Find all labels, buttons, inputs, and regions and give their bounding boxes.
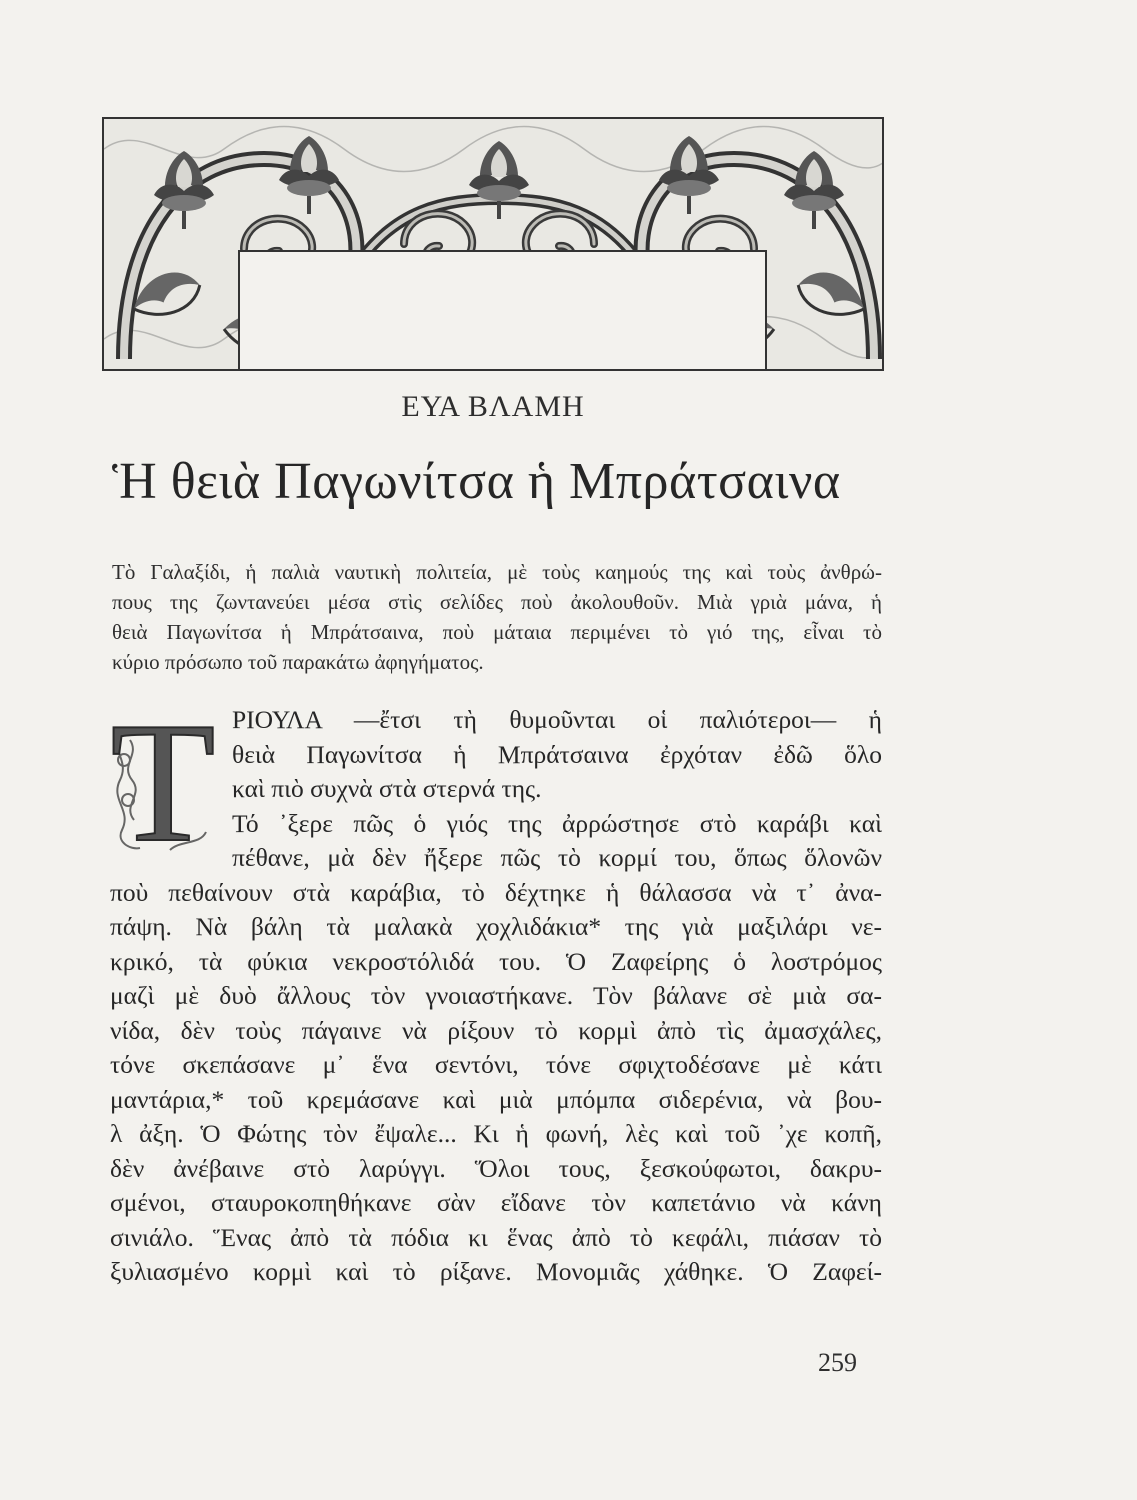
body-line: σινιάλο. Ἕνας ἀπὸ τὰ πόδια κι ἕνας ἀπὸ τὸ κεφάλι, πιάσαν τὸ — [110, 1222, 882, 1252]
body-line: λ ἀξη. Ὁ Φώτης τὸν ἔψαλε... Κι ἡ φωνή, λὲς καὶ τοῦ ᾽χε κοπῆ, — [110, 1119, 882, 1148]
body-line: νίδα, δὲν τοὺς πάγαινε νὰ ρίξουν τὸ κορμὶ ἀπὸ τὶς ἀμασχάλες, — [110, 1015, 882, 1045]
intro-line: θειὰ Παγωνίτσα ἡ Μπράτσαινα, ποὺ μάταια περιμένει τὸ γιό της, εἶναι τὸ — [112, 620, 882, 644]
body-line: πάψη. Νὰ βάλη τὰ μαλακὰ χοχλιδάκια* της γιὰ μαξιλάρι νε- — [110, 912, 882, 941]
intro-line: Τὸ Γαλαξίδι, ἡ παλιὰ ναυτικὴ πολιτεία, μὲ τοὺς καημούς της καὶ τοὺς ἀνθρώ- — [112, 560, 882, 584]
body-line: πέθανε, μὰ δὲν ἤξερε πῶς τὸ κορμί του, ὅπως ὅλονῶν — [232, 843, 882, 872]
body-line: καὶ πιὸ συχνὰ στὰ στερνά της. — [232, 774, 542, 803]
body-line: μαντάρια,* τοῦ κρεμάσανε καὶ μιὰ μπόμπα σιδερένια, νὰ βου- — [110, 1084, 882, 1114]
body-line: ποὺ πεθαίνουν στὰ καράβια, τὸ δέχτηκε ἡ θάλασσα νὰ τ᾽ ἀνα- — [110, 877, 882, 907]
article-title: Ἡ θειὰ Παγωνίτσα ἡ Μπράτσαινα — [112, 453, 841, 510]
page-number: 259 — [818, 1348, 857, 1377]
body-line: μαζὶ μὲ δυὸ ἄλλους τὸν γνοιαστήκανε. Τὸν βάλανε σὲ μιὰ σα- — [110, 981, 882, 1010]
floral-ornament-illustration — [104, 119, 884, 371]
dropcap-letter: Τ — [110, 700, 216, 858]
body-text — [110, 703, 882, 1290]
intro-line: κύριο πρόσωπο τοῦ παρακάτω ἀφηγήματος. — [112, 650, 484, 674]
intro-line: πους της ζωντανεύει μέσα στὶς σελίδες ποὺ ἀκολουθοῦν. Μιὰ γριὰ μάνα, ἡ — [112, 590, 882, 614]
body-line: ΡΙΟΥΛΑ —ἔτσι τὴ θυμοῦνται οἱ παλιότεροι— ἡ — [232, 705, 882, 734]
author-name: ΕΥΑ ΒΛΑΜΗ — [401, 390, 585, 423]
ornamental-header — [102, 117, 884, 371]
body-line: σμένοι, σταυροκοπηθήκανε σὰν εἴδανε τὸν καπετάνιο νὰ κάνη — [110, 1188, 882, 1217]
body-line: δὲν ἀνέβαινε στὸ λαρύγγι. Ὅλοι τους, ξεσκούφωτοι, δακρυ- — [110, 1153, 882, 1183]
body-line: Τό ᾽ξερε πῶς ὁ γιός της ἀρρώστησε στὸ καράβι καὶ — [232, 808, 882, 838]
body-line: τόνε σκεπάσανε μ᾽ ἕνα σεντόνι, τόνε σφιχτοδέσανε μὲ κάτι — [110, 1050, 882, 1079]
body-line: ξυλιασμένο κορμὶ καὶ τὸ ρίξανε. Μονομιᾶς χάθηκε. Ὁ Ζαφεί- — [110, 1257, 882, 1286]
body-line: κρικό, τὰ φύκια νεκροστόλιδά του. Ὁ Ζαφείρης ὁ λοστρόμος — [110, 946, 882, 976]
body-line: θειὰ Παγωνίτσα ἡ Μπράτσαινα ἐρχόταν ἐδῶ ὅλο — [232, 739, 882, 769]
intro-paragraph — [112, 557, 882, 677]
